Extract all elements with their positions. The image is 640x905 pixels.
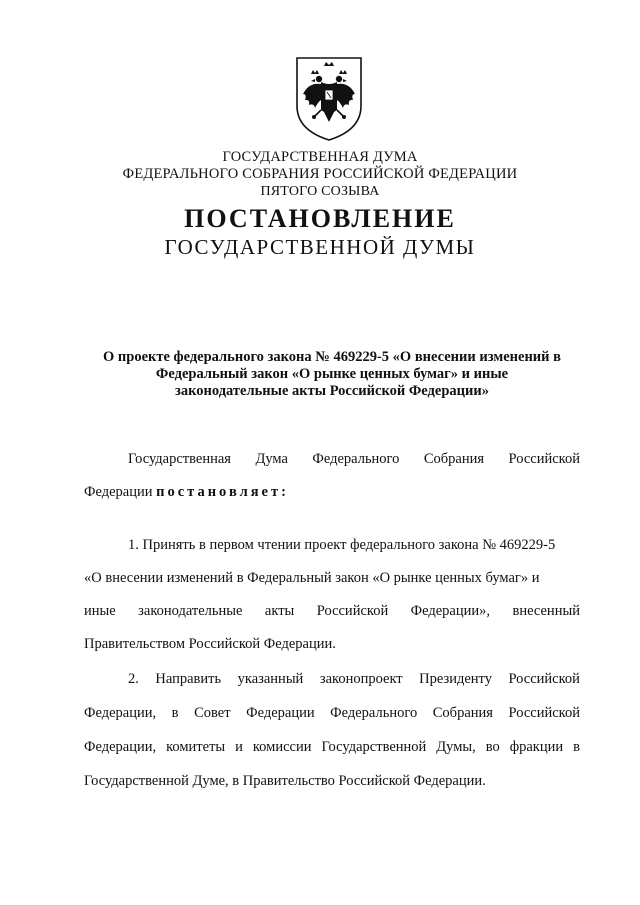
preamble-word: Российской <box>508 451 580 467</box>
item1-word: Федерации», <box>410 603 491 619</box>
item1-line-1 <box>84 536 580 555</box>
item2-word: Направить <box>155 671 222 687</box>
item2-word: и <box>235 739 243 755</box>
item1-word: акты <box>264 603 295 619</box>
item2-word: указанный <box>237 671 304 687</box>
decree-word: постановляет: <box>156 484 289 500</box>
item2-word: Совет <box>194 705 231 721</box>
item1-word: иные <box>84 603 116 619</box>
item1-line-2 <box>84 569 580 588</box>
subject-line-3: законодательные акты Российской Федерации» <box>175 383 489 399</box>
item1-line-4 <box>84 635 580 654</box>
item2-word: законопроект <box>319 671 403 687</box>
item2-word: Думы, <box>436 739 476 755</box>
item2-line-1 <box>84 670 580 689</box>
item2-word: Президенту <box>419 671 492 687</box>
item2-word: в <box>171 705 179 721</box>
item2-text: Государственной Думе, в Правительство Российской Федерации. <box>84 773 486 789</box>
preamble-line-1 <box>84 450 580 469</box>
item1-word: законодательные <box>138 603 243 619</box>
header-line-federal-assembly: ФЕДЕРАЛЬНОГО СОБРАНИЯ РОССИЙСКОЙ ФЕДЕРАЦИИ <box>122 166 518 182</box>
preamble-word: Собрания <box>423 451 485 467</box>
item1-line-3 <box>84 602 580 621</box>
item2-word: Российской <box>508 705 580 721</box>
subject-line-2: Федеральный закон «О рынке ценных бумаг» и иные <box>155 366 509 382</box>
header-line-duma: ГОСУДАРСТВЕННАЯ ДУМА <box>222 149 418 165</box>
item1-text: «О внесении изменений в Федеральный закон «О рынке ценных бумаг» и <box>84 570 540 586</box>
item2-word: Федерального <box>330 705 418 721</box>
preamble-word: Дума <box>255 451 288 467</box>
subject-line-1: О проекте федерального закона № 469229-5 «О внесении изменений в <box>103 349 561 365</box>
document-subtitle: ГОСУДАРСТВЕННОЙ ДУМЫ <box>164 235 476 259</box>
item2-line-2 <box>84 704 580 723</box>
item1-text: Правительством Российской Федерации. <box>84 636 336 652</box>
item1-word: внесенный <box>512 603 580 619</box>
item2-word: Федерации, <box>84 705 157 721</box>
item2-line-4 <box>84 772 580 791</box>
preamble-text: Федерации <box>84 484 153 500</box>
item1-word: Российской <box>316 603 389 619</box>
item2-word: комитеты <box>166 739 226 755</box>
document-subject <box>84 349 580 400</box>
item2-word: Федерации, <box>84 739 157 755</box>
item2-word: во <box>485 739 500 755</box>
item2-word: комиссии <box>252 739 312 755</box>
item1-text: 1. Принять в первом чтении проект федерального закона № 469229-5 <box>128 537 556 553</box>
coat-of-arms-emblem <box>293 54 365 144</box>
item2-word: фракции <box>509 739 564 755</box>
item2-word: Собрания <box>432 705 493 721</box>
item2-word: Государственной <box>321 739 427 755</box>
item2-word: Российской <box>508 671 580 687</box>
preamble-word: Федерального <box>312 451 400 467</box>
document-title: ПОСТАНОВЛЕНИЕ <box>184 204 456 233</box>
header-line-convocation: ПЯТОГО СОЗЫВА <box>260 184 380 199</box>
item2-word: в <box>573 739 580 755</box>
item2-word: 2. <box>128 671 139 687</box>
item2-line-3 <box>84 738 580 757</box>
preamble-word: Государственная <box>128 451 231 467</box>
preamble-line-2 <box>84 483 580 502</box>
item2-word: Федерации <box>246 705 315 721</box>
